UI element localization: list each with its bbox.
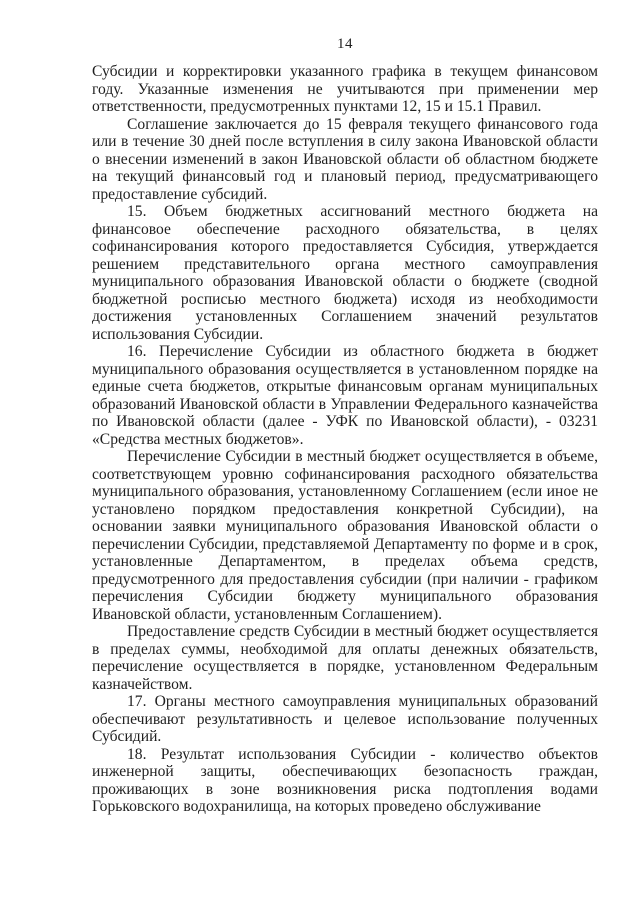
paragraph-transfer-procedure: Перечисление Субсидии в местный бюджет осуществляется в объеме, соответствующем уровню софинансирования расходного обязательства муниципального образования, установленному Соглашением (если иное не установлено порядком предоставления конкретной Субсидии), на основании заявки муниципального образования Ивановской области о перечислении Субсидии, представляемой Департаменту по форме и в срок, установленные Департаментом, в пределах объема средств, предусмотренного для предоставления субсидии (при наличии - графиком перечисления Субсидии бюджету муниципального образования Ивановской области, установленным Соглашением). [92, 448, 598, 623]
paragraph-item-17: 17. Органы местного самоуправления муниципальных образований обеспечивают результативность и целевое использование полученных Субсидий. [92, 693, 598, 745]
paragraph-item-16: 16. Перечисление Субсидии из областного бюджета в бюджет муниципального образования осуществляется в установленном порядке на единые счета бюджетов, открытые финансовым органам муниципальных образований Ивановской области в Управлении Федерального казначейства по Ивановской области (далее - УФК по Ивановской области), - 03231 «Средства местных бюджетов». [92, 343, 598, 448]
page-number: 14 [337, 36, 353, 52]
paragraph-item-18: 18. Результат использования Субсидии - количество объектов инженерной защиты, обеспечивающих безопасность граждан, проживающих в зоне возникновения риска подтопления водами Горьковского водохранилища, на которых проведено обслуживание [92, 745, 598, 815]
paragraph-item-15: 15. Объем бюджетных ассигнований местного бюджета на финансовое обеспечение расходного обязательства, в целях софинансирования которого предоставляется Субсидия, утверждается решением представительного органа местного самоуправления муниципального образования Ивановской области о бюджете (сводной бюджетной росписью местного бюджета) исходя из необходимости достижения установленных Соглашением значений результатов использования Субсидии. [92, 203, 598, 343]
paragraph-agreement-deadline: Соглашение заключается до 15 февраля текущего финансового года или в течение 30 дней после вступления в силу закона Ивановской области о внесении изменений в закон Ивановской области об областном бюджете на текущий финансовый год и плановый период, предусматривающего предоставление субсидий. [92, 115, 598, 203]
document-body [92, 63, 598, 816]
paragraph-continuation: Субсидии и корректировки указанного графика в текущем финансовом году. Указанные изменения не учитываются при применении мер ответственности, предусмотренных пунктами 12, 15 и 15.1 Правил. [92, 63, 598, 115]
paragraph-funds-provision: Предоставление средств Субсидии в местный бюджет осуществляется в пределах суммы, необходимой для оплаты денежных обязательств, перечисление осуществляется в порядке, установленном Федеральным казначейством. [92, 623, 598, 693]
